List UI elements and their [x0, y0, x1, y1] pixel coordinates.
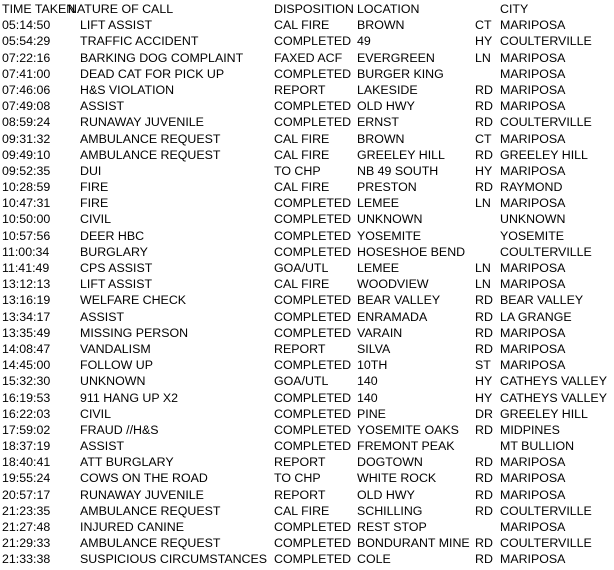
cell-disposition: COMPLETED	[274, 325, 352, 340]
cell-nature-of-call: FRAUD //H&S	[80, 422, 159, 437]
cell-nature-of-call: ASSIST	[80, 99, 125, 114]
cell-location: SCHILLING	[357, 503, 423, 518]
cell-location: BEAR VALLEY	[357, 293, 441, 308]
cell-city: COULTERVILLE	[500, 536, 592, 551]
cell-disposition: COMPLETED	[274, 422, 352, 437]
cell-city: LA GRANGE	[500, 309, 572, 324]
cell-location: FREMONT PEAK	[357, 439, 455, 454]
cell-city: COULTERVILLE	[500, 34, 592, 49]
cell-location: PRESTON	[357, 180, 417, 195]
cell-nature-of-call: FIRE	[80, 196, 109, 211]
cell-disposition: CAL FIRE	[274, 147, 330, 162]
cell-location: 140	[357, 390, 378, 405]
cell-disposition: CAL FIRE	[274, 18, 330, 33]
cell-location: UNKNOWN	[357, 212, 423, 227]
cell-time-taken: 13:35:49	[2, 325, 51, 340]
cell-time-taken: 09:31:32	[2, 131, 51, 146]
cell-street-suffix: RD	[475, 293, 493, 308]
cell-street-suffix: RD	[475, 180, 493, 195]
cell-time-taken: 21:27:48	[2, 520, 51, 534]
table-row	[2, 98, 612, 114]
header-time-taken: TIME TAKEN	[2, 2, 76, 16]
cell-city: MARIPOSA	[500, 358, 566, 373]
table-row	[2, 487, 612, 503]
cell-street-suffix: HY	[475, 390, 493, 405]
cell-nature-of-call: AMBULANCE REQUEST	[80, 131, 221, 146]
cell-location: VARAIN	[357, 325, 403, 340]
cell-street-suffix: RD	[475, 455, 493, 470]
cell-disposition: REPORT	[274, 82, 326, 97]
cell-street-suffix: RD	[475, 115, 493, 130]
cell-location: BROWN	[357, 131, 405, 146]
cell-location: WHITE ROCK	[357, 471, 437, 486]
table-row	[2, 309, 612, 325]
table-row	[2, 373, 612, 389]
cell-time-taken: 21:29:33	[2, 536, 51, 551]
cell-city: MARIPOSA	[500, 325, 566, 340]
cell-city: MARIPOSA	[500, 50, 566, 65]
cell-disposition: REPORT	[274, 455, 326, 470]
cell-disposition: CAL FIRE	[274, 131, 330, 146]
cell-time-taken: 07:41:00	[2, 66, 51, 81]
cell-location: SILVA	[357, 341, 391, 356]
table-row	[2, 470, 612, 486]
table-row	[2, 438, 612, 454]
cell-city: MARIPOSA	[500, 471, 566, 486]
cell-time-taken: 17:59:02	[2, 422, 51, 437]
cell-nature-of-call: VANDALISM	[80, 341, 151, 356]
cell-disposition: COMPLETED	[274, 228, 352, 243]
table-row	[2, 276, 612, 292]
cell-street-suffix: RD	[475, 536, 493, 551]
cell-nature-of-call: RUNAWAY JUVENILE	[80, 115, 204, 130]
cell-time-taken: 13:16:19	[2, 293, 51, 308]
cell-street-suffix: CT	[475, 18, 492, 33]
header-city: CITY	[500, 2, 529, 16]
cell-location: YOSEMITE OAKS	[357, 422, 459, 437]
cell-time-taken: 10:47:31	[2, 196, 51, 211]
cell-time-taken: 10:28:59	[2, 180, 51, 195]
cell-city: YOSEMITE	[500, 228, 565, 243]
cell-street-suffix: LN	[475, 261, 491, 275]
cell-time-taken: 07:22:16	[2, 50, 51, 65]
cell-nature-of-call: UNKNOWN	[80, 374, 146, 389]
cell-location: DOGTOWN	[357, 455, 423, 470]
cell-time-taken: 10:57:56	[2, 228, 51, 243]
cell-nature-of-call: DEAD CAT FOR PICK UP	[80, 66, 225, 81]
table-row	[2, 131, 612, 147]
cell-city: MARIPOSA	[500, 131, 566, 146]
cell-street-suffix: RD	[475, 503, 493, 518]
header-location: LOCATION	[357, 2, 420, 16]
table-row	[2, 357, 612, 373]
cell-time-taken: 05:54:29	[2, 34, 51, 49]
cell-city: MARIPOSA	[500, 18, 566, 33]
call-log-table	[2, 1, 612, 568]
cell-time-taken: 21:23:35	[2, 503, 51, 518]
cell-location: ENRAMADA	[357, 309, 428, 324]
cell-nature-of-call: FIRE	[80, 180, 109, 195]
cell-city: CATHEYS VALLEY	[500, 374, 607, 389]
cell-location: WOODVIEW	[357, 277, 429, 292]
cell-nature-of-call: H&S VIOLATION	[80, 82, 175, 97]
cell-nature-of-call: AMBULANCE REQUEST	[80, 503, 221, 518]
cell-nature-of-call: INJURED CANINE	[80, 520, 184, 534]
table-row	[2, 163, 612, 179]
table-row	[2, 390, 612, 406]
table-row	[2, 66, 612, 82]
cell-nature-of-call: DEER HBC	[80, 228, 145, 243]
cell-time-taken: 21:33:38	[2, 552, 51, 567]
cell-location: BURGER KING	[357, 66, 444, 81]
cell-disposition: COMPLETED	[274, 406, 352, 421]
cell-nature-of-call: BARKING DOG COMPLAINT	[80, 50, 244, 65]
cell-disposition: FAXED ACF	[274, 50, 343, 65]
cell-time-taken: 09:49:10	[2, 147, 51, 162]
cell-time-taken: 16:22:03	[2, 406, 51, 421]
cell-city: GREELEY HILL	[500, 406, 588, 421]
cell-disposition: REPORT	[274, 487, 326, 502]
cell-disposition: COMPLETED	[274, 439, 352, 454]
cell-street-suffix: RD	[475, 82, 493, 97]
cell-nature-of-call: CIVIL	[80, 212, 111, 227]
cell-disposition: COMPLETED	[274, 520, 352, 534]
cell-city: CATHEYS VALLEY	[500, 390, 607, 405]
cell-disposition: GOA/UTL	[274, 374, 329, 389]
cell-nature-of-call: AMBULANCE REQUEST	[80, 536, 221, 551]
table-row	[2, 503, 612, 519]
cell-disposition: COMPLETED	[274, 212, 352, 227]
cell-location: YOSEMITE	[357, 228, 422, 243]
cell-location: NB 49 SOUTH	[357, 163, 439, 178]
cell-location: BROWN	[357, 18, 405, 33]
cell-time-taken: 18:37:19	[2, 439, 51, 454]
cell-time-taken: 07:46:06	[2, 82, 51, 97]
table-row	[2, 82, 612, 98]
cell-location: REST STOP	[357, 520, 427, 534]
cell-time-taken: 16:19:53	[2, 390, 51, 405]
cell-disposition: COMPLETED	[274, 115, 352, 130]
table-header-row	[2, 1, 612, 17]
table-row	[2, 211, 612, 227]
cell-location: COLE	[357, 552, 391, 567]
header-disposition: DISPOSITION	[274, 2, 354, 16]
table-row	[2, 406, 612, 422]
cell-location: ERNST	[357, 115, 399, 130]
cell-street-suffix: RD	[475, 341, 493, 356]
cell-time-taken: 10:50:00	[2, 212, 51, 227]
cell-disposition: CAL FIRE	[274, 180, 330, 195]
table-row	[2, 292, 612, 308]
cell-disposition: COMPLETED	[274, 293, 352, 308]
table-row	[2, 179, 612, 195]
cell-disposition: COMPLETED	[274, 536, 352, 551]
cell-street-suffix: LN	[475, 196, 491, 211]
cell-street-suffix: RD	[475, 147, 493, 162]
cell-city: MIDPINES	[500, 422, 560, 437]
cell-location: 10TH	[357, 358, 388, 373]
cell-location: EVERGREEN	[357, 50, 435, 65]
cell-time-taken: 05:14:50	[2, 18, 51, 33]
cell-nature-of-call: CPS ASSIST	[80, 261, 153, 275]
cell-disposition: COMPLETED	[274, 99, 352, 114]
cell-time-taken: 20:57:17	[2, 487, 51, 502]
cell-nature-of-call: RUNAWAY JUVENILE	[80, 487, 204, 502]
table-row	[2, 341, 612, 357]
cell-disposition: GOA/UTL	[274, 261, 329, 275]
cell-disposition: COMPLETED	[274, 309, 352, 324]
table-row	[2, 454, 612, 470]
cell-location: BONDURANT MINE	[357, 536, 470, 551]
cell-street-suffix: ST	[475, 358, 491, 373]
cell-disposition: COMPLETED	[274, 34, 352, 49]
cell-disposition: COMPLETED	[274, 244, 352, 259]
cell-time-taken: 18:40:41	[2, 455, 51, 470]
cell-disposition: TO CHP	[274, 163, 321, 178]
table-row	[2, 228, 612, 244]
cell-nature-of-call: FOLLOW UP	[80, 358, 153, 373]
table-row	[2, 325, 612, 341]
cell-street-suffix: HY	[475, 34, 493, 49]
cell-nature-of-call: LIFT ASSIST	[80, 18, 153, 33]
cell-city: MARIPOSA	[500, 99, 566, 114]
cell-street-suffix: RD	[475, 552, 493, 567]
cell-disposition: CAL FIRE	[274, 503, 330, 518]
table-row	[2, 33, 612, 49]
cell-city: MARIPOSA	[500, 277, 566, 292]
table-body	[2, 17, 612, 567]
cell-city: MARIPOSA	[500, 163, 566, 178]
cell-time-taken: 08:59:24	[2, 115, 51, 130]
cell-city: GREELEY HILL	[500, 147, 588, 162]
table-row	[2, 519, 612, 535]
cell-disposition: COMPLETED	[274, 552, 352, 567]
cell-city: MARIPOSA	[500, 66, 566, 81]
cell-street-suffix: LN	[475, 277, 491, 292]
cell-time-taken: 14:45:00	[2, 358, 51, 373]
cell-location: OLD HWY	[357, 99, 415, 114]
cell-street-suffix: RD	[475, 471, 493, 486]
cell-time-taken: 09:52:35	[2, 163, 51, 178]
cell-street-suffix: RD	[475, 325, 493, 340]
cell-street-suffix: DR	[475, 406, 493, 421]
table-row	[2, 260, 612, 276]
cell-location: 49	[357, 34, 371, 49]
cell-time-taken: 11:41:49	[2, 261, 50, 275]
table-row	[2, 535, 612, 551]
cell-location: LEMEE	[357, 261, 400, 275]
cell-city: COULTERVILLE	[500, 115, 592, 130]
cell-street-suffix: HY	[475, 163, 493, 178]
cell-disposition: COMPLETED	[274, 358, 352, 373]
cell-location: HOSESHOE BEND	[357, 244, 466, 259]
cell-time-taken: 07:49:08	[2, 99, 51, 114]
cell-city: COULTERVILLE	[500, 244, 592, 259]
header-nature-of-call: NATURE OF CALL	[68, 2, 174, 16]
cell-nature-of-call: BURGLARY	[80, 244, 148, 259]
cell-nature-of-call: ATT BURGLARY	[80, 455, 174, 470]
cell-time-taken: 11:00:34	[2, 244, 50, 259]
cell-street-suffix: RD	[475, 99, 493, 114]
cell-nature-of-call: ASSIST	[80, 439, 125, 454]
cell-disposition: COMPLETED	[274, 390, 352, 405]
cell-city: COULTERVILLE	[500, 503, 592, 518]
cell-nature-of-call: AMBULANCE REQUEST	[80, 147, 221, 162]
cell-street-suffix: RD	[475, 309, 493, 324]
cell-location: GREELEY HILL	[357, 147, 445, 162]
cell-street-suffix: RD	[475, 422, 493, 437]
cell-street-suffix: RD	[475, 487, 493, 502]
cell-disposition: COMPLETED	[274, 196, 352, 211]
cell-disposition: CAL FIRE	[274, 277, 330, 292]
cell-location: LAKESIDE	[357, 82, 418, 97]
cell-city: UNKNOWN	[500, 212, 566, 227]
cell-street-suffix: CT	[475, 131, 492, 146]
table-row	[2, 244, 612, 260]
table-row	[2, 17, 612, 33]
cell-time-taken: 13:12:13	[2, 277, 51, 292]
table-row	[2, 147, 612, 163]
cell-nature-of-call: TRAFFIC ACCIDENT	[80, 34, 199, 49]
table-row	[2, 551, 612, 567]
table-row	[2, 114, 612, 130]
cell-city: MARIPOSA	[500, 487, 566, 502]
cell-location: 140	[357, 374, 378, 389]
cell-street-suffix: HY	[475, 374, 493, 389]
cell-nature-of-call: LIFT ASSIST	[80, 277, 153, 292]
cell-city: BEAR VALLEY	[500, 293, 584, 308]
cell-city: MARIPOSA	[500, 341, 566, 356]
cell-street-suffix: LN	[475, 50, 491, 65]
cell-city: MARIPOSA	[500, 196, 566, 211]
cell-location: PINE	[357, 406, 386, 421]
cell-location: LEMEE	[357, 196, 400, 211]
cell-nature-of-call: CIVIL	[80, 406, 111, 421]
cell-time-taken: 15:32:30	[2, 374, 51, 389]
cell-nature-of-call: MISSING PERSON	[80, 325, 189, 340]
cell-city: MT BULLION	[500, 439, 575, 454]
table-row	[2, 50, 612, 66]
table-row	[2, 422, 612, 438]
cell-nature-of-call: ASSIST	[80, 309, 125, 324]
cell-time-taken: 19:55:24	[2, 471, 51, 486]
cell-time-taken: 13:34:17	[2, 309, 51, 324]
cell-nature-of-call: 911 HANG UP X2	[80, 390, 179, 405]
cell-nature-of-call: SUSPICIOUS CIRCUMSTANCES	[80, 552, 268, 567]
cell-nature-of-call: WELFARE CHECK	[80, 293, 187, 308]
cell-city: MARIPOSA	[500, 82, 566, 97]
cell-disposition: TO CHP	[274, 471, 321, 486]
table-row	[2, 195, 612, 211]
cell-disposition: COMPLETED	[274, 66, 352, 81]
cell-nature-of-call: COWS ON THE ROAD	[80, 471, 208, 486]
cell-city: RAYMOND	[500, 180, 563, 195]
cell-city: MARIPOSA	[500, 552, 566, 567]
cell-disposition: REPORT	[274, 341, 326, 356]
cell-time-taken: 14:08:47	[2, 341, 51, 356]
cell-city: MARIPOSA	[500, 455, 566, 470]
cell-city: MARIPOSA	[500, 520, 566, 534]
cell-city: MARIPOSA	[500, 261, 566, 275]
cell-location: OLD HWY	[357, 487, 415, 502]
cell-nature-of-call: DUI	[80, 163, 102, 178]
